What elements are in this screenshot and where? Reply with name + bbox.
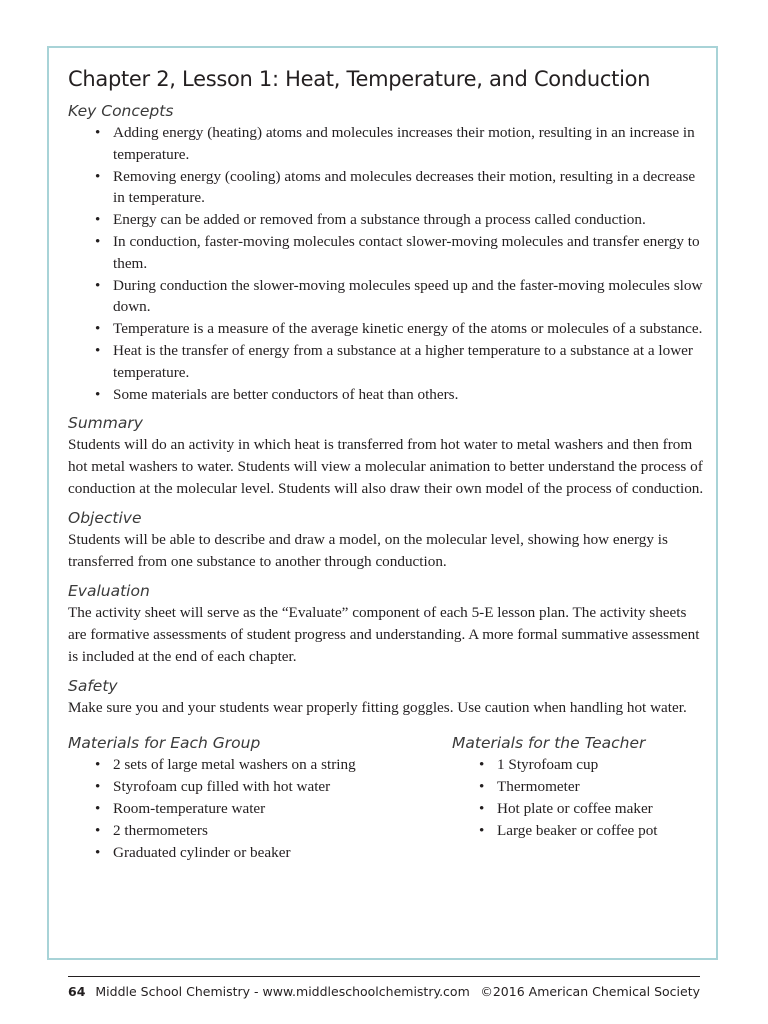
safety-text: Make sure you and your students wear properly fitting goggles. Use caution when handling hot water. — [68, 699, 687, 717]
materials-teacher-heading: Materials for the Teacher — [452, 734, 646, 753]
objective-heading: Objective — [68, 509, 142, 528]
footer-source: Middle School Chemistry - www.middleschoolchemistry.com — [95, 984, 470, 999]
list-item: • 2 sets of large metal washers on a string — [95, 754, 448, 776]
page-number: 64 — [68, 984, 86, 999]
list-item: • Graduated cylinder or beaker — [95, 842, 448, 864]
list-item: • Energy can be added or removed from a substance through a process called conduction. — [95, 209, 708, 231]
list-item: • Room-temperature water — [95, 798, 448, 820]
list-item: • Temperature is a measure of the average kinetic energy of the atoms or molecules of a substance. — [95, 318, 708, 340]
list-item: • Adding energy (heating) atoms and molecules increases their motion, resulting in an increase in temperature. — [95, 122, 708, 166]
key-concepts-list — [68, 122, 708, 405]
summary-text: Students will do an activity in which heat is transferred from hot water to metal washers and then from hot metal washers to water. Students will view a molecular animation to better understand the process of conduction at the molecular level. Students will also draw their own model of the process of conduction. — [68, 436, 704, 498]
list-item: • Some materials are better conductors of heat than others. — [95, 384, 708, 406]
materials-group-column — [68, 732, 448, 863]
list-item: • 2 thermometers — [95, 820, 448, 842]
evaluation-heading: Evaluation — [68, 582, 150, 601]
materials-teacher-list — [452, 754, 702, 841]
page-title: Chapter 2, Lesson 1: Heat, Temperature, and Conduction — [68, 67, 651, 91]
list-item: • Removing energy (cooling) atoms and molecules decreases their motion, resulting in a decrease in temperature. — [95, 166, 708, 210]
objective-text: Students will be able to describe and draw a model, on the molecular level, showing how energy is transferred from one substance to another through conduction. — [68, 531, 668, 571]
list-item: • Styrofoam cup filled with hot water — [95, 776, 448, 798]
list-item: • Thermometer — [479, 776, 702, 798]
list-item: • Large beaker or coffee pot — [479, 820, 702, 842]
list-item: • During conduction the slower-moving molecules speed up and the faster-moving molecules slow down. — [95, 275, 708, 319]
key-concepts-heading: Key Concepts — [68, 102, 174, 120]
materials-group-list — [68, 754, 448, 863]
page-footer — [68, 976, 700, 999]
list-item: • In conduction, faster-moving molecules contact slower-moving molecules and transfer energy to them. — [95, 231, 708, 275]
lesson-content — [68, 62, 708, 862]
materials-group-heading: Materials for Each Group — [68, 734, 261, 753]
safety-heading: Safety — [68, 677, 118, 696]
list-item: • Hot plate or coffee maker — [479, 798, 702, 820]
materials-teacher-column — [452, 732, 702, 841]
evaluation-text: The activity sheet will serve as the “Evaluate” component of each 5-E lesson plan. The activity sheets are formative assessments of student progress and understanding. A more formal summative assessment is included at the end of each chapter. — [68, 604, 700, 666]
materials-section — [68, 732, 708, 862]
summary-heading: Summary — [68, 414, 143, 433]
footer-copyright: ©2016 American Chemical Society — [480, 984, 700, 999]
list-item: • 1 Styrofoam cup — [479, 754, 702, 776]
list-item: • Heat is the transfer of energy from a substance at a higher temperature to a substance at a lower temperature. — [95, 340, 708, 384]
